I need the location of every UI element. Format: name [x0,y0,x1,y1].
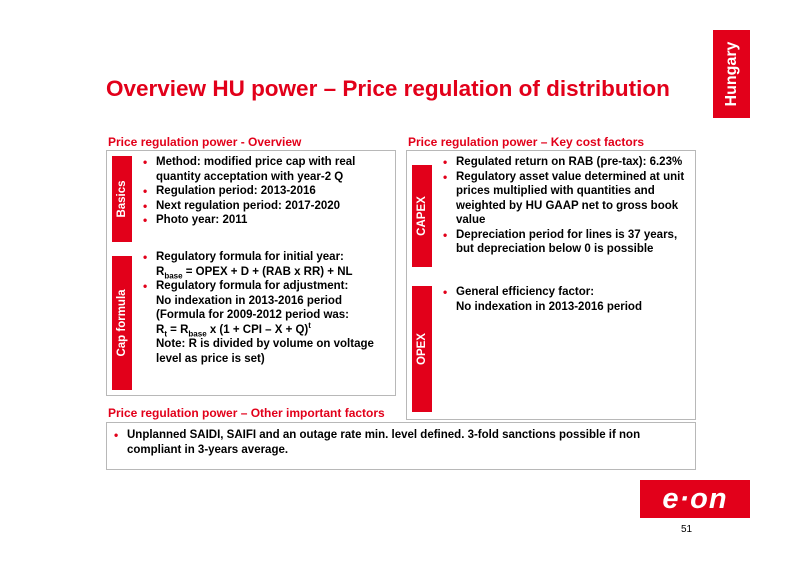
cap-item2-text: • Regulatory formula for adjustment: [156,280,349,292]
other-factors-list [113,428,683,457]
formula-sub-t: t [164,328,167,338]
formula-r: R [156,323,165,336]
country-label: Hungary [722,41,740,107]
opex-line2: No indexation in 2013-2016 period [456,300,642,313]
list-item: • Next regulation period: 2017-2020 [142,199,382,214]
basics-label: Basics [116,180,128,218]
formula-sup-t: t [308,320,311,330]
list-item [142,250,390,279]
adjustment-formula [156,320,390,338]
cap-formula-tab [112,256,132,390]
capex-label: CAPEX [416,196,428,236]
basics-tab [112,156,132,242]
page-title: Overview HU power – Price regulation of distribution [106,76,670,101]
list-item: • Regulatory asset value determined at unit prices multiplied with quantities and weighted by HU GAAP net to gross book value [442,170,688,228]
list-item [142,279,390,366]
overview-heading: Price regulation power - Overview [108,135,302,149]
opex-tab [412,286,432,412]
formula-rest: = OPEX + D + (RAB x RR) + NL [182,265,353,278]
formula-sub-base: base [164,270,183,280]
cap-formula-list [142,250,390,366]
opex-list [442,285,688,314]
eon-logo-text: e·on [662,483,728,515]
cost-factors-heading: Price regulation power – Key cost factors [408,135,645,149]
cap-item2-line2: No indexation in 2013-2016 period [156,294,342,307]
opex-label: OPEX [416,333,428,365]
formula-eq: = R [166,323,189,336]
eon-logo [640,480,750,518]
list-item: • Regulation period: 2013-2016 [142,184,382,199]
list-item: • Unplanned SAIDI, SAIFI and an outage rate min. level defined. 3-fold sanctions possible if non compliant in 3-years average. [113,428,683,457]
cap-note: Note: R is divided by volume on voltage level as price is set) [156,338,374,365]
list-item [442,285,688,314]
page-number: 51 [681,524,693,535]
formula-r: R [156,265,165,278]
list-item: • Regulated return on RAB (pre-tax): 6.23% [442,155,688,170]
basics-list [142,155,382,228]
list-item: • Photo year: 2011 [142,213,382,228]
other-factors-heading: Price regulation power – Other important factors [108,406,385,420]
opex-item-text: • General efficiency factor: [456,286,595,298]
formula-sub-base: base [188,328,207,338]
capex-list [442,155,688,257]
cap-item1-text: • Regulatory formula for initial year: [156,251,344,263]
cap-item2-line3: (Formula for 2009-2012 period was: [156,309,350,321]
list-item: • Depreciation period for lines is 37 years, but depreciation below 0 is possible [442,228,688,257]
formula-rest: x (1 + CPI – X + Q) [206,323,309,336]
cap-formula-label: Cap formula [116,289,128,357]
list-item: • Method: modified price cap with real quantity acceptation with year-2 Q [142,155,382,184]
country-tab [713,30,750,118]
capex-tab [412,165,432,267]
base-formula [156,265,390,280]
